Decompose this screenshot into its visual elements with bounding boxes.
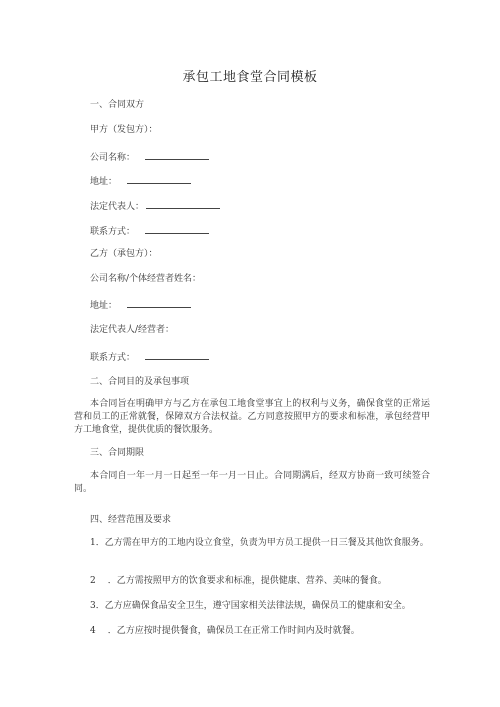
address-b-label: 地址： [90,301,118,311]
party-b-label: 乙方（承包方）： [90,249,158,259]
company-name-blank [145,150,209,160]
address-row [90,174,191,188]
company-name-row [90,150,209,164]
section3-heading: 三、合同期限 [90,448,145,458]
address-b-row [90,298,191,312]
contact-row [90,224,209,238]
list-item [74,537,430,550]
legal-rep-row [90,199,220,213]
section2-heading: 二、合同目的及承包事项 [90,377,190,387]
section4-heading: 四、经营范围及要求 [90,515,172,525]
contact-b-label: 联系方式： [90,353,136,363]
item-text: ．乙方应按时提供餐食，确保员工在正常工作时间内及时就餐。 [107,626,360,636]
contact-label: 联系方式： [90,227,136,237]
item-number: 2 [90,576,96,586]
item-number: 4 [90,626,96,636]
section3-body: 本合同自一年一月一日起至一年一月一日止。合同期满后，经双方协商一致可续签合同。 [74,471,430,494]
address-label: 地址： [90,177,118,187]
item-text: ．乙方应确保食品安全卫生，遵守国家相关法律法规，确保员工的健康和安全。 [95,601,411,611]
legal-rep-blank [146,199,220,209]
address-b-blank [127,298,191,308]
legal-rep-label: 法定代表人： [90,202,145,212]
list-item [74,600,430,613]
item-number: 3 [90,601,96,611]
list-item [74,625,430,638]
item-text: ．乙方需按照甲方的饮食要求和标准，提供健康、营养、美味的餐食。 [107,576,387,586]
document-title: 承包工地食堂合同模板 [182,70,318,85]
company-or-owner-label: 公司名称/个体经营者姓名： [90,274,202,284]
section2-body: 本合同旨在明确甲方与乙方在承包工地食堂事宜上的权利与义务，确保食堂的正常运营和员工的正常就餐，保障双方合法权益。乙方同意按照甲方的要求和标准，承包经营甲方工地食堂，提供优质的餐饮服务。 [74,399,430,435]
section1-heading: 一、合同双方 [90,100,145,110]
contact-b-row [90,350,209,364]
company-name-label: 公司名称： [90,153,136,163]
contact-b-blank [145,350,209,360]
address-blank [127,174,191,184]
party-a-label: 甲方（发包方）： [90,125,158,135]
item-text: ．乙方需在甲方的工地内设立食堂，负责为甲方员工提供一日三餐及其他饮食服务。 [95,538,429,548]
item-number: 1 [90,538,96,548]
contact-blank [145,224,209,234]
list-item [74,575,430,588]
legal-rep-b-label: 法定代表人/经营者： [90,325,175,335]
